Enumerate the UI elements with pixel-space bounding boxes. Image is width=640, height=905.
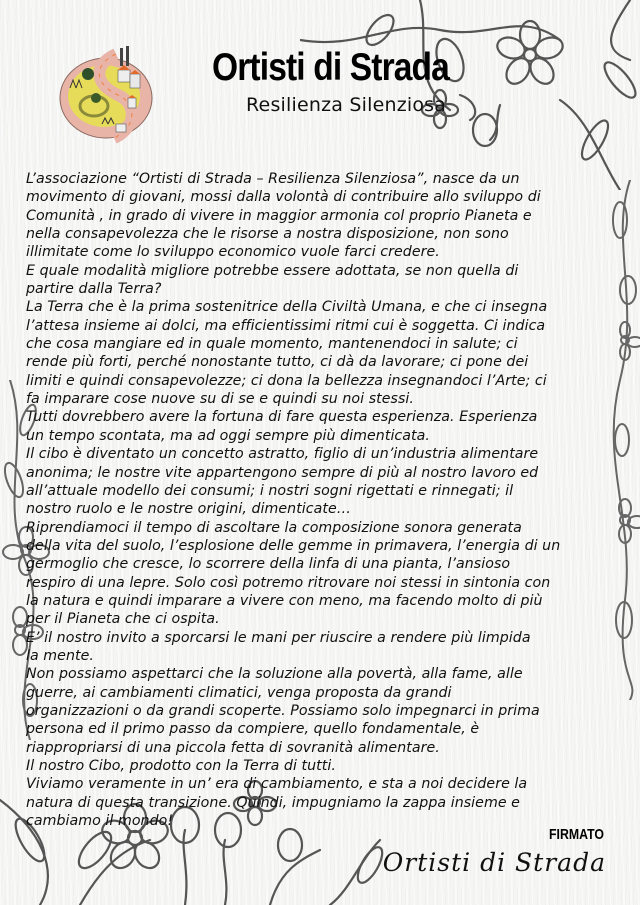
text-line: fa imparare cose nuove su di se e quindi su noi stessi. [26, 391, 414, 408]
page-title: Ortisti di Strada [212, 46, 449, 89]
text-line: Riprendiamoci il tempo di ascoltare la composizione sonora generata [26, 519, 522, 536]
text-line: anonima; le nostre vite appartengono sempre di più al nostro lavoro ed [26, 464, 539, 481]
text-line: illimitate come lo sviluppo economico vuole farci credere. [26, 244, 440, 261]
text-line: La Terra che è la prima sostenitrice della Civiltà Umana, e che ci insegna [26, 299, 548, 316]
text-line: all’attuale modello dei consumi; i nostri sogni rigettati e rinnegati; il [26, 482, 514, 499]
text-line: rende più forti, perché nonostante tutto, ci dà da lavorare; ci pone dei [26, 354, 529, 371]
text-line: che cosa mangiare ed in quale momento, mantenendoci in salute; ci [26, 336, 518, 353]
text-line: la natura e quindi imparare a vivere con meno, ma facendo molto di più [26, 592, 543, 609]
text-line: Comunità , in grado di vivere in maggior armonia col proprio Pianeta e [26, 207, 532, 224]
text-line: germoglio che cresce, lo scorrere della linfa di una pianta, l’ansioso [26, 556, 511, 573]
text-line: Viviamo veramente in un’ era di cambiamento, e sta a noi decidere la [26, 776, 528, 793]
text-line: respiro di una lepre. Solo così potremo ritrovare noi stessi in sintonia con [26, 574, 551, 591]
text-line: nostro ruolo e le nostre origini, dimenticate… [26, 501, 352, 518]
text-line: limiti e quindi consapevolezze; ci dona la bellezza insegnandoci l’Arte; ci [26, 372, 547, 389]
text-line: un tempo scontata, ma ad oggi sempre più dimenticata. [26, 427, 430, 444]
text-line: guerre, ai cambiamenti climatici, venga proposta da grandi [26, 684, 452, 701]
manifesto-text [26, 170, 626, 830]
text-line: Non possiamo aspettarci che la soluzione alla povertà, alla fame, alle [26, 666, 523, 683]
text-line: cambiamo il mondo! [26, 813, 174, 830]
text-line: E’ il nostro invito a sporcarsi le mani per riuscire a rendere più limpida [26, 629, 531, 646]
signed-label: FIRMATO [549, 826, 604, 843]
text-line: movimento di giovani, mossi dalla volontà di contribuire allo sviluppo di [26, 189, 541, 206]
text-line: riappropriarsi di una piccola fetta di sovranità alimentare. [26, 739, 440, 756]
text-line: della vita del suolo, l’esplosione delle gemme in primavera, l’energia di un [26, 537, 561, 554]
text-line: la mente. [26, 647, 94, 664]
text-line: nella consapevolezza che le risorse a nostra disposizione, non sono [26, 226, 509, 243]
text-line: partire dalla Terra? [26, 281, 162, 298]
text-line: Il cibo è diventato un concetto astratto, figlio di un’industria alimentare [26, 446, 539, 463]
text-line: l’attesa insieme ai dolci, ma efficientissimi ritmi cui è soggetta. Ci indica [26, 317, 546, 334]
logo-icon [56, 40, 158, 148]
text-line: persona ed il primo passo da compiere, quello fondamentale, è [26, 721, 480, 738]
text-line: E quale modalità migliore potrebbe essere adottata, se non quella di [26, 262, 519, 279]
signature: Ortisti di Strada [382, 848, 606, 877]
page-subtitle: Resilienza Silenziosa [246, 94, 447, 116]
text-line: organizzazioni o da grandi scoperte. Possiamo solo impegnarci in prima [26, 702, 540, 719]
text-line: Tutti dovrebbero avere la fortuna di fare questa esperienza. Esperienza [26, 409, 538, 426]
text-line: per il Pianeta che ci ospita. [26, 611, 220, 628]
text-line: natura di questa transizione. Quindi, impugniamo la zappa insieme e [26, 794, 520, 811]
text-line: L’associazione “Ortisti di Strada – Resilienza Silenziosa”, nasce da un [26, 171, 520, 187]
text-line: Il nostro Cibo, prodotto con la Terra di tutti. [26, 758, 336, 774]
